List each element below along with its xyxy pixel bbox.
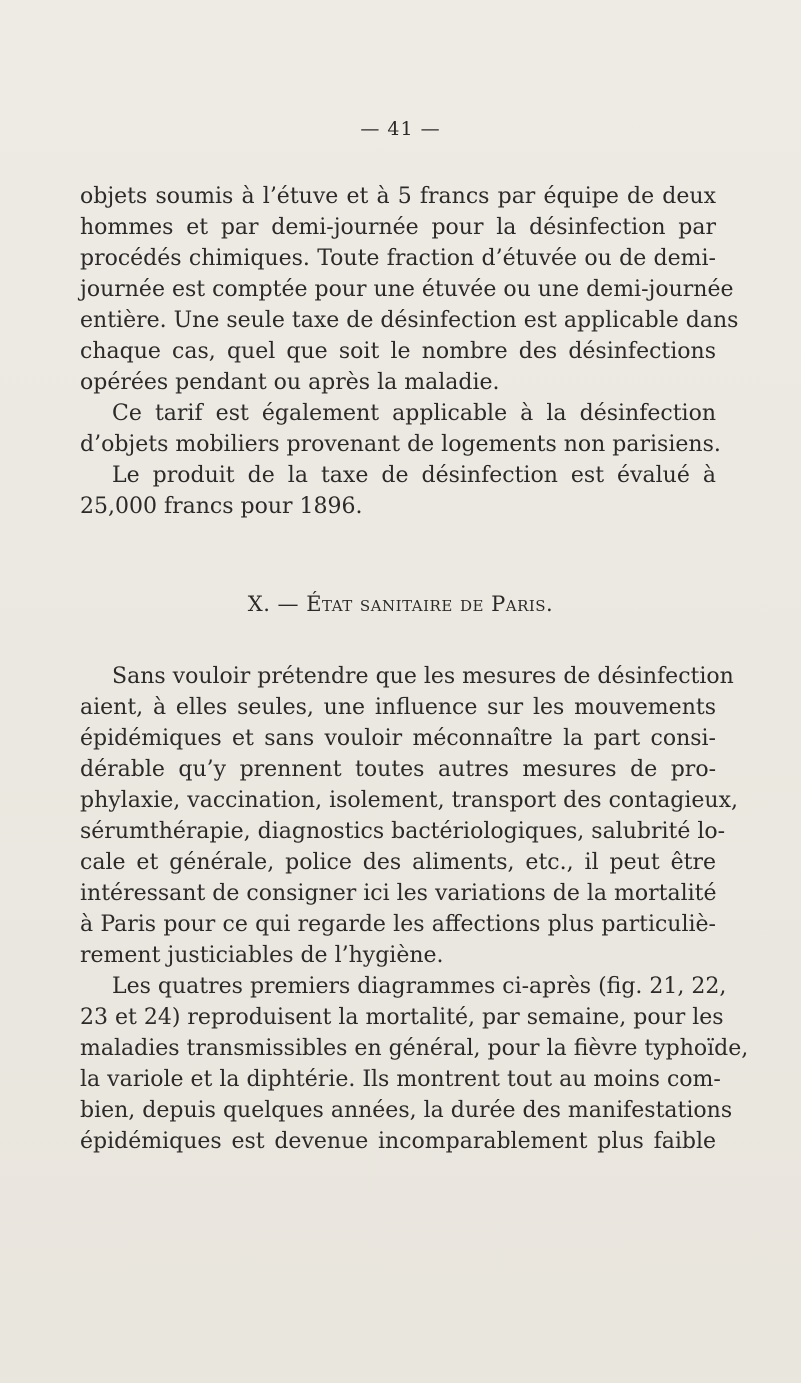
text-line: journée est comptée pour une étuvée ou une demi-journée xyxy=(80,277,734,302)
text-line: dérable qu’y prennent toutes autres mesures de pro- xyxy=(80,757,716,782)
text-line: procédés chimiques. Toute fraction d’étuvée ou de demi- xyxy=(80,246,716,271)
text-line: 23 et 24) reproduisent la mortalité, par semaine, pour les xyxy=(80,1005,724,1030)
text-line: Ce tarif est également applicable à la désinfection xyxy=(112,401,716,426)
text-line: entière. Une seule taxe de désinfection est applicable dans xyxy=(80,308,739,333)
text-line: objets soumis à l’étuve et à 5 francs par équipe de deux xyxy=(80,184,716,209)
text-line: intéressant de consigner ici les variations de la mortalité xyxy=(80,881,717,906)
text-line: épidémiques est devenue incomparablement plus faible xyxy=(80,1129,716,1154)
page-number: — 41 — xyxy=(360,118,441,140)
text-line: opérées pendant ou après la maladie. xyxy=(80,370,500,395)
text-line: la variole et la diphtérie. Ils montrent tout au moins com- xyxy=(80,1067,721,1092)
text-line: bien, depuis quelques années, la durée des manifestations xyxy=(80,1098,733,1123)
text-line: cale et générale, police des aliments, etc., il peut être xyxy=(80,850,716,875)
text-line: Les quatres premiers diagrammes ci-après (fig. 21, 22, xyxy=(112,974,727,999)
text-line: à Paris pour ce qui regarde les affections plus particuliè- xyxy=(80,912,716,937)
text-line: rement justiciables de l’hygiène. xyxy=(80,943,444,968)
text-line: sérumthérapie, diagnostics bactériologiques, salubrité lo- xyxy=(80,819,726,844)
section-heading: X. — État sanitaire de Paris. xyxy=(247,592,554,616)
text-line: Le produit de la taxe de désinfection est évalué à xyxy=(112,463,716,488)
text-line: maladies transmissibles en général, pour la fièvre typhoïde, xyxy=(80,1036,749,1061)
text-line: phylaxie, vaccination, isolement, transport des contagieux, xyxy=(80,788,738,813)
text-line: chaque cas, quel que soit le nombre des désinfections xyxy=(80,339,716,364)
text-line: épidémiques et sans vouloir méconnaître la part consi- xyxy=(80,726,716,751)
text-line: hommes et par demi-journée pour la désinfection par xyxy=(80,215,716,240)
text-line: Sans vouloir prétendre que les mesures de désinfection xyxy=(112,664,734,689)
text-line: aient, à elles seules, une influence sur les mouvements xyxy=(80,695,716,720)
text-line: d’objets mobiliers provenant de logements non parisiens. xyxy=(80,432,721,457)
text-line: 25,000 francs pour 1896. xyxy=(80,494,363,519)
